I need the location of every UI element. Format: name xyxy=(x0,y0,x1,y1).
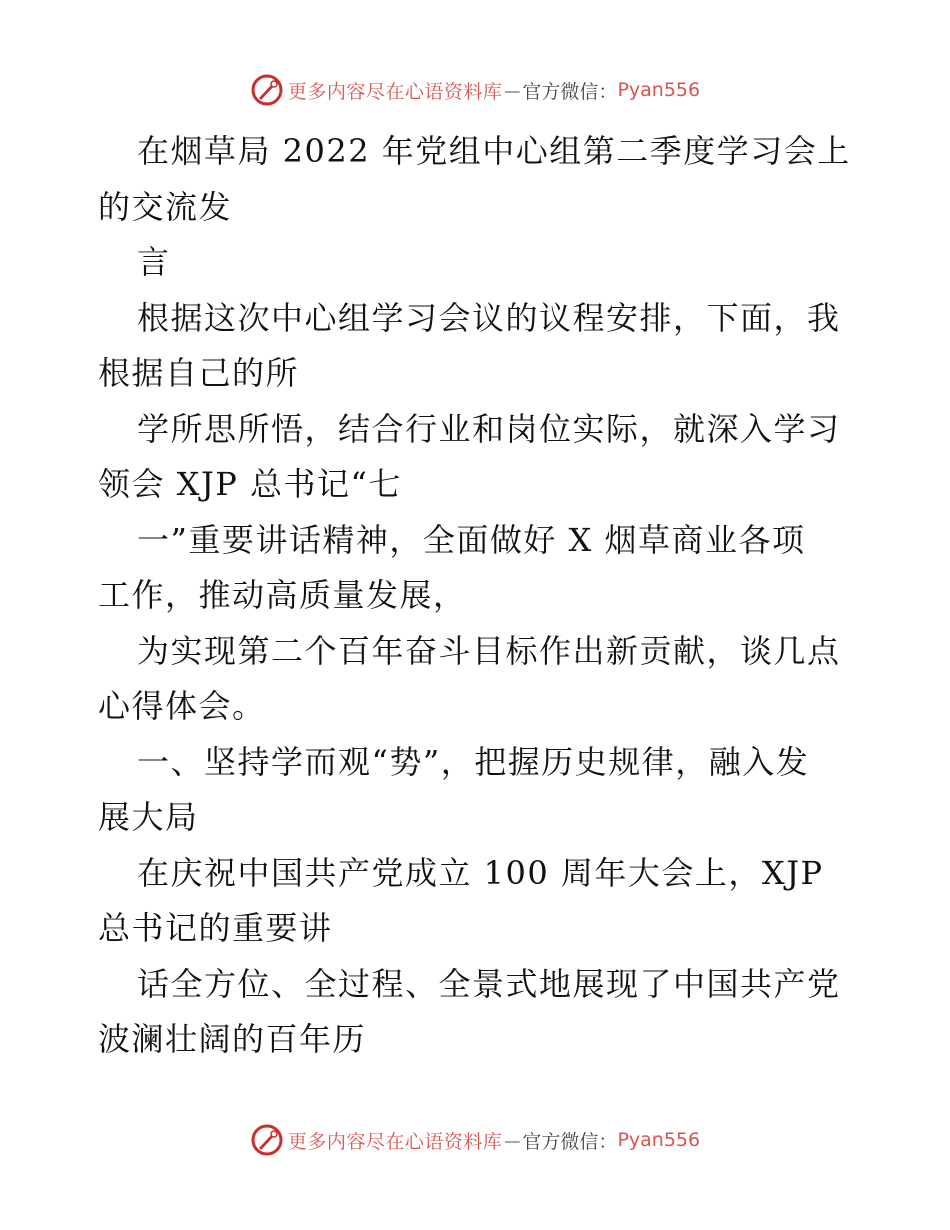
feather-pen-logo-icon xyxy=(250,73,284,107)
banner-wechat-label: 官方微信： xyxy=(522,80,618,103)
banner-dash: — xyxy=(504,80,521,100)
banner-wechat-label: 官方微信： xyxy=(522,1130,618,1153)
document-body xyxy=(98,124,858,1068)
text-line-1: 在烟草局 2022 年党组中心组第二季度学习会上 xyxy=(137,132,851,170)
text-line-11: 心得体会。 xyxy=(98,687,266,725)
header-banner xyxy=(0,70,950,110)
text-line-2: 的交流发 xyxy=(98,187,233,226)
text-line-13: 展大局 xyxy=(98,798,199,836)
banner-dash: — xyxy=(504,1130,521,1150)
text-line-7: 领会 XJP 总书记“七 xyxy=(98,465,402,503)
text-line-17: 波澜壮阔的百年历 xyxy=(98,1020,367,1058)
banner-text: 更多内容尽在心语资料库 xyxy=(287,1130,503,1153)
text-line-8: 一”重要讲话精神，全面做好 X 烟草商业各项 xyxy=(137,520,806,559)
text-line-9: 工作，推动高质量发展， xyxy=(98,576,467,614)
text-line-16: 话全方位、全过程、全景式地展现了中国共产党 xyxy=(137,964,841,1003)
text-line-3: 言 xyxy=(137,243,171,281)
text-line-15: 总书记的重要讲 xyxy=(98,909,333,947)
text-line-10: 为实现第二个百年奋斗目标作出新贡献，谈几点 xyxy=(137,631,841,670)
banner-text: 更多内容尽在心语资料库 xyxy=(287,80,503,103)
text-line-6: 学所思所悟，结合行业和岗位实际，就深入学习 xyxy=(137,409,841,448)
text-line-4: 根据这次中心组学习会议的议程安排，下面，我 xyxy=(137,298,841,337)
text-line-5: 根据自己的所 xyxy=(98,354,300,392)
text-line-12: 一、坚持学而观“势”，把握历史规律，融入发 xyxy=(137,742,810,781)
feather-pen-logo-icon xyxy=(250,1123,284,1157)
footer-banner xyxy=(0,1120,950,1160)
text-line-14: 在庆祝中国共产党成立 100 周年大会上，XJP xyxy=(137,853,824,892)
banner-wechat-id: Pyan556 xyxy=(617,1129,701,1151)
banner-wechat-id: Pyan556 xyxy=(617,79,701,101)
